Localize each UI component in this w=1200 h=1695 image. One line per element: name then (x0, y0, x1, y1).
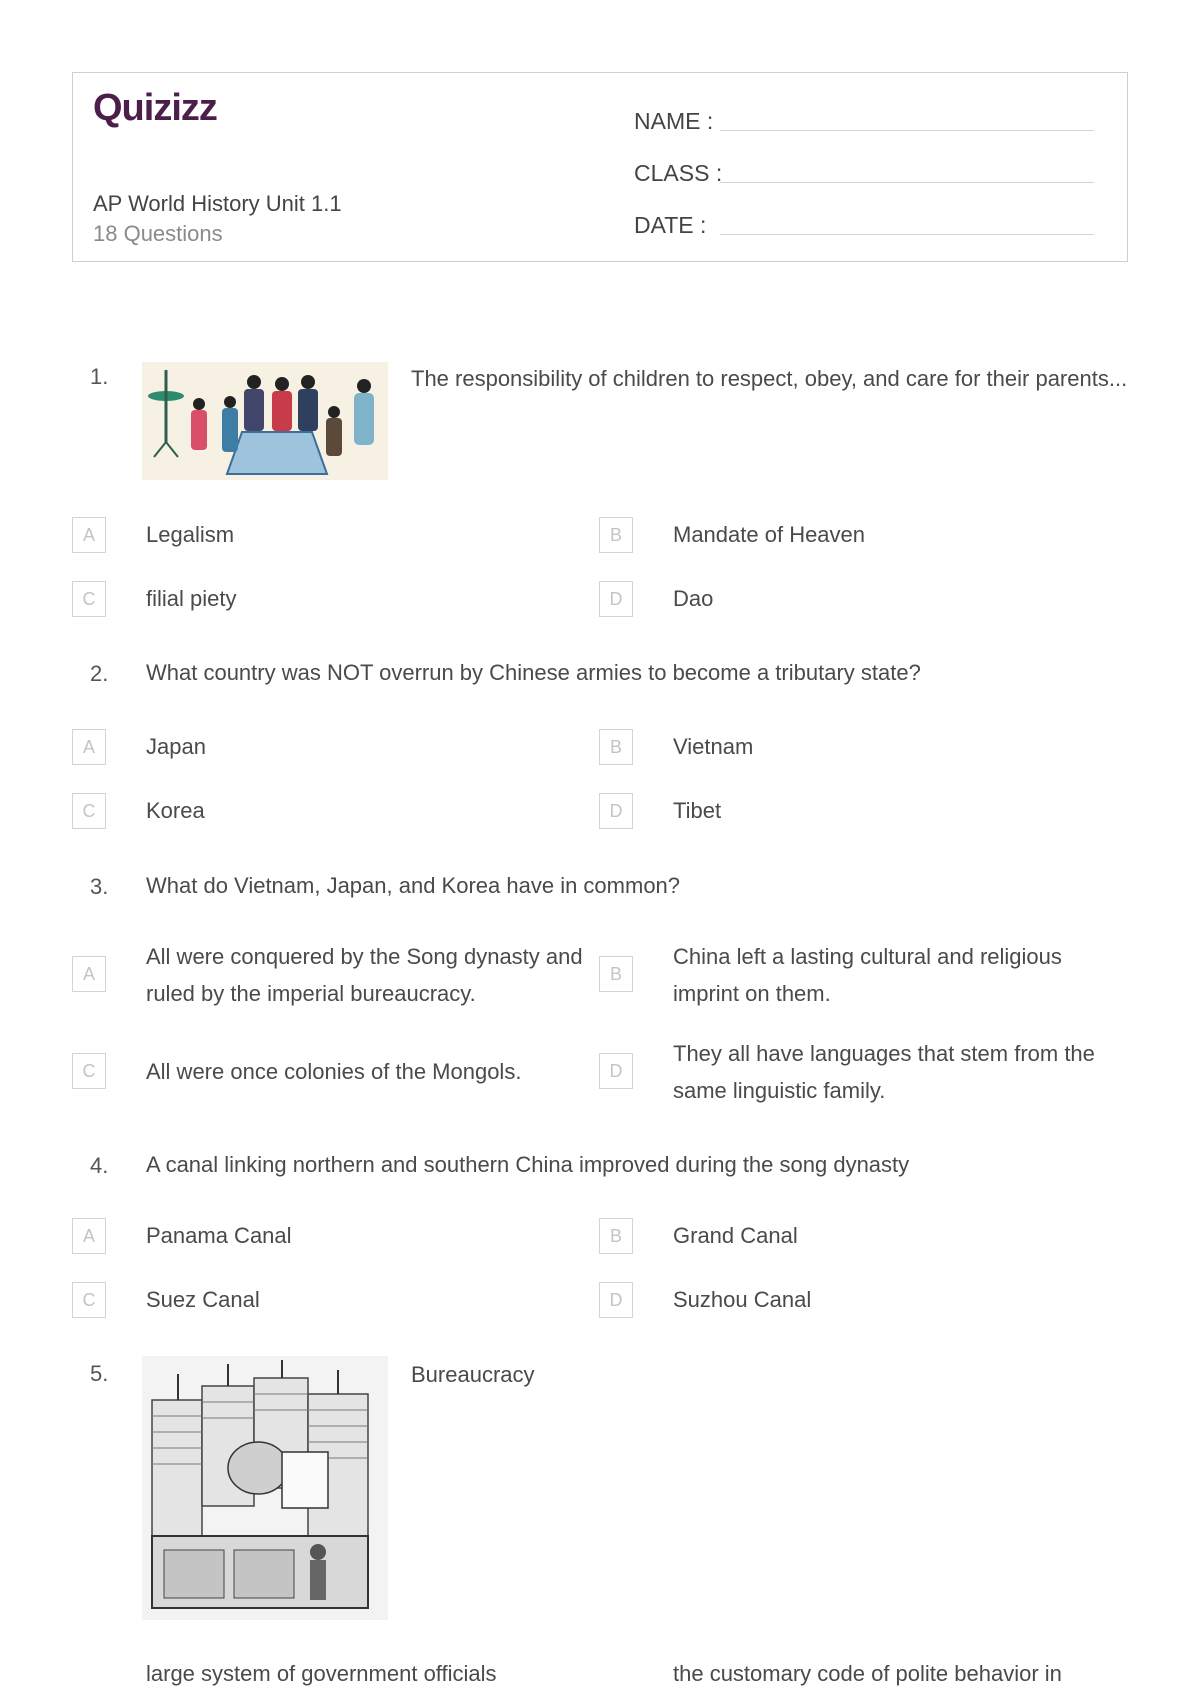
question-text: The responsibility of children to respect, obey, and care for their parents... (411, 366, 1128, 391)
question-count: 18 Questions (93, 221, 223, 246)
option-c-text[interactable]: All were once colonies of the Mongols. (146, 1059, 522, 1084)
option-d-box[interactable]: D (599, 793, 633, 829)
class-label: CLASS : (634, 160, 723, 186)
question-text: What country was NOT overrun by Chinese armies to become a tributary state? (146, 660, 921, 685)
class-line[interactable] (720, 182, 1094, 183)
option-c-text[interactable]: Suez Canal (146, 1287, 260, 1312)
option-c-box[interactable]: C (72, 1053, 106, 1089)
question-number: 5. (90, 1361, 109, 1386)
option-c-text[interactable]: Korea (146, 798, 205, 823)
option-d-text[interactable]: Dao (673, 586, 714, 611)
option-d-box[interactable]: D (599, 1053, 633, 1089)
option-a-box[interactable]: A (72, 1218, 106, 1254)
bureaucrat-illustration-icon (142, 1356, 388, 1620)
question-number: 4. (90, 1153, 109, 1178)
option-a-text[interactable]: large system of government officials (146, 1661, 497, 1686)
option-d-text[interactable]: They all have languages that stem from the same linguistic family. (673, 1041, 1095, 1103)
option-b-box[interactable]: B (599, 729, 633, 765)
option-b-text[interactable]: Grand Canal (673, 1223, 798, 1248)
option-b-text[interactable]: China left a lasting cultural and religious imprint on them. (673, 944, 1062, 1006)
option-a-text[interactable]: Legalism (146, 522, 235, 547)
question-number: 1. (90, 364, 109, 389)
family-illustration-icon (142, 362, 388, 480)
option-d-text[interactable]: Tibet (673, 798, 722, 823)
question-text: Bureaucracy (411, 1362, 535, 1387)
option-b-text[interactable]: Mandate of Heaven (673, 522, 866, 547)
name-field[interactable] (634, 95, 1104, 135)
date-field[interactable] (634, 199, 1104, 239)
worksheet-title: AP World History Unit 1.1 (93, 191, 342, 216)
option-a-text[interactable]: Japan (146, 734, 206, 759)
question-text: A canal linking northern and southern China improved during the song dynasty (146, 1152, 910, 1177)
option-a-text[interactable]: All were conquered by the Song dynasty and ruled by the imperial bureaucracy. (146, 944, 583, 1006)
option-c-box[interactable]: C (72, 1282, 106, 1318)
name-label: NAME : (634, 108, 714, 134)
question-number: 3. (90, 874, 109, 899)
option-c-box[interactable]: C (72, 793, 106, 829)
worksheet-header (72, 72, 1128, 262)
option-b-box[interactable]: B (599, 517, 633, 553)
option-d-box[interactable]: D (599, 581, 633, 617)
option-b-text[interactable]: the customary code of polite behavior in (673, 1661, 1062, 1686)
class-field[interactable] (634, 147, 1104, 187)
option-b-text[interactable]: Vietnam (673, 734, 754, 759)
option-a-box[interactable]: A (72, 956, 106, 992)
option-a-text[interactable]: Panama Canal (146, 1223, 292, 1248)
option-d-text[interactable]: Suzhou Canal (673, 1287, 812, 1312)
option-c-text[interactable]: filial piety (146, 586, 237, 611)
option-d-box[interactable]: D (599, 1282, 633, 1318)
option-a-box[interactable]: A (72, 729, 106, 765)
date-line[interactable] (720, 234, 1094, 235)
option-a-box[interactable]: A (72, 517, 106, 553)
question-number: 2. (90, 661, 109, 686)
question-text: What do Vietnam, Japan, and Korea have in common? (146, 873, 681, 898)
name-line[interactable] (720, 130, 1094, 131)
quizizz-logo: Quizizz (93, 87, 217, 129)
date-label: DATE : (634, 212, 707, 238)
option-b-box[interactable]: B (599, 1218, 633, 1254)
option-c-box[interactable]: C (72, 581, 106, 617)
option-b-box[interactable]: B (599, 956, 633, 992)
